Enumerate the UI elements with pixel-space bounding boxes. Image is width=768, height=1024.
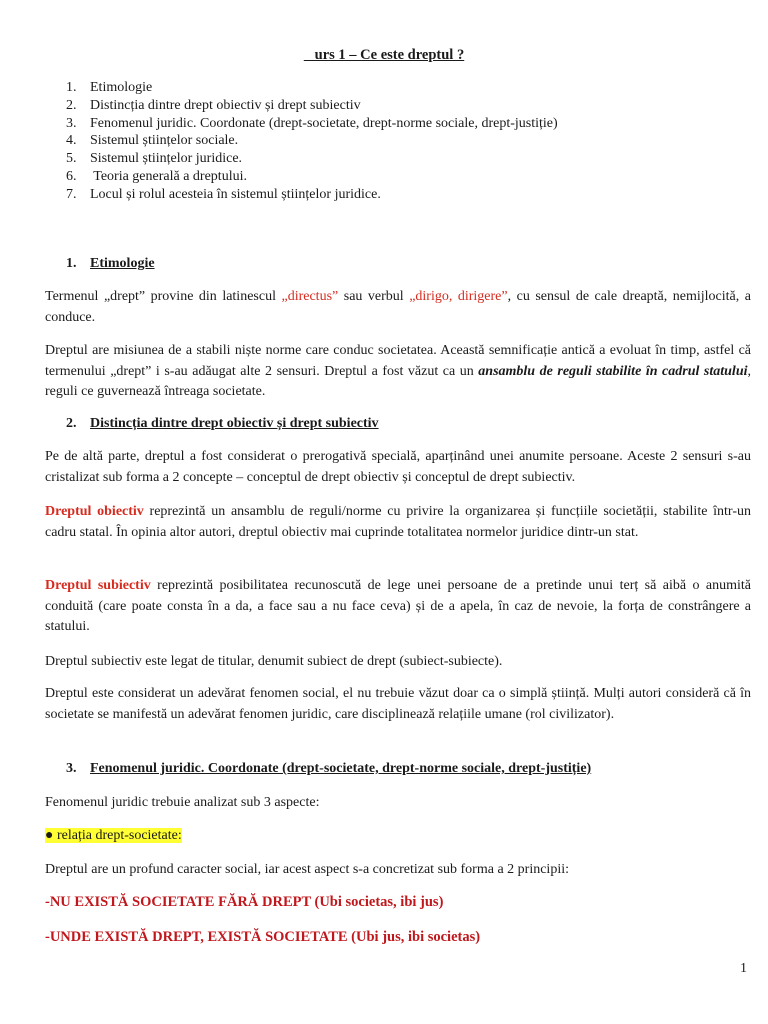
paragraph-drept-subiectiv: Dreptul subiectiv reprezintă posibilitatea recunoscută de lege unei persoane de a pretinde unui terț să aibă o anumită conduită (care poate consta în a da, a face sau a nu face ceva) și de a apela, în caz de nevoie, la forța de constrângere a statului. [45,578,752,634]
term-drept-subiectiv: Dreptul subiectiv [45,578,151,593]
section-3-heading: 3. Fenomenul juridic. Coordonate (drept-societate, drept-norme sociale, drept-justiție) [66,761,592,776]
toc-item: 4. Sistemul științelor sociale. [66,133,239,149]
emphasis-definition: ansamblu de reguli stabilite în cadrul statului [478,363,748,379]
paragraph-aspecte: Fenomenul juridic trebuie analizat sub 3 aspecte: [45,795,320,810]
document-title: urs 1 – Ce este dreptul ? [303,47,465,63]
bullet-relatia [45,826,182,847]
principle-1: -NU EXISTĂ SOCIETATE FĂRĂ DREPT (Ubi societas, ibi jus) [45,894,444,910]
table-of-contents [66,79,558,204]
toc-item: 5. Sistemul științelor juridice. [66,151,243,167]
section-1-heading: 1. Etimologie [66,256,155,271]
toc-item: 1. Etimologie [66,80,153,95]
toc-item: 3. Fenomenul juridic. Coordonate (drept-societate, drept-norme sociale, drept-justiție) [66,115,558,131]
paragraph-titular: Dreptul subiectiv este legat de titular, denumit subiect de drept (subiect-subiecte). [45,654,503,669]
latin-verb: „dirigo, dirigere” [409,289,508,304]
bullet-icon: ● [45,828,54,843]
paragraph-misiune: Dreptul are misiunea de a stabili niște norme care conduc societatea. Această semnificație antică a evoluat în timp, astfel că termenului „drept” i s-au adăugat alte 2 sensuri. Dreptul a fost văzut ca un ansamblu de reguli stabilite în cadrul statului, reguli ce guvernează întreaga societate. [45,343,751,399]
toc-item: 6. Teoria generală a dreptului. [66,168,247,184]
paragraph-principii: Dreptul are un profund caracter social, iar acest aspect s-a concretizat sub forma a 2 principii: [45,862,569,877]
section-2-heading: 2. Distincția dintre drept obiectiv și drept subiectiv [66,416,379,431]
paragraph-drept-obiectiv: Dreptul obiectiv reprezintă un ansamblu de reguli/norme cu privire la organizarea și funcțiile societății, stabilite într-un cadru statal. În opinia altor autori, dreptul obiectiv mai cuprinde totalitatea normelor juridice dintr-un stat. [45,504,751,540]
paragraph-etimologie: Termenul „drept” provine din latinescul „directus” sau verbul „dirigo, dirigere”, cu sensul de cale dreaptă, nemijlocită, a conduce. [45,289,751,325]
page-number: 1 [740,961,747,976]
paragraph-prerogativa: Pe de altă parte, dreptul a fost considerat o prerogativă specială, aparținând unei anumite persoane. Aceste 2 sensuri s-au cristalizat sub forma a 2 concepte – conceptul de drept obiectiv și conceptul de drept subiectiv. [45,449,751,485]
toc-item: 7. Locul și rolul acesteia în sistemul științelor juridice. [66,186,381,202]
paragraph-fenomen-social: Dreptul este considerat un adevărat fenomen social, el nu trebuie văzut doar ca o simplă știință. Mulți autori consideră că în societate se manifestă un adevărat fenomen juridic, care disciplinează relațiile umane (rol civilizator). [45,686,751,722]
highlighted-bullet: ● relația drept-societate: [45,828,182,843]
term-drept-obiectiv: Dreptul obiectiv [45,504,144,519]
principle-2: -UNDE EXISTĂ DREPT, EXISTĂ SOCIETATE (Ubi jus, ibi societas) [45,929,481,945]
toc-item: 2. Distincția dintre drept obiectiv și drept subiectiv [66,97,361,113]
latin-term: „directus” [281,289,339,304]
